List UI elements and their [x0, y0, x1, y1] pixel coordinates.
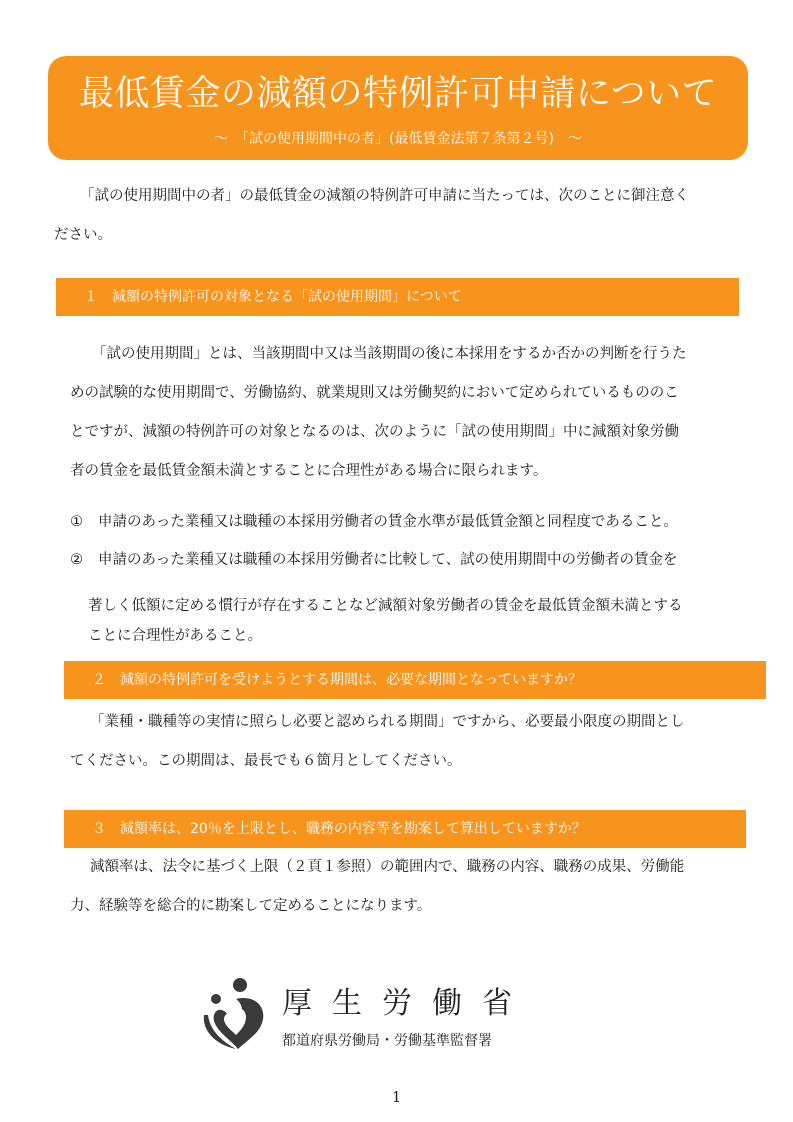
page-number: 1 — [391, 1088, 402, 1106]
intro-line: ださい。 — [54, 227, 112, 243]
section-2-line: 「業種・職種等の実情に照らし必要と認められる期間」ですから、必要最小限度の期間とし — [90, 714, 685, 730]
intro-paragraph — [56, 186, 746, 264]
list-item-continuation: 著しく低額に定める慣行が存在することなど減額対象労働者の賃金を最低賃金額未満とする — [88, 598, 683, 614]
section-1-line: めの試験的な使用期間で、労働協約、就業規則又は労働契約において定められているもののこ — [70, 385, 679, 401]
section-3-heading-text: ３ 減額率は、20％を上限とし、職務の内容等を勘案して算出していますか？ — [92, 821, 586, 837]
section-2-line: てください。この期間は、最長でも６箇月としてください。 — [70, 753, 462, 769]
mhlw-logo-icon — [200, 975, 272, 1051]
section-3-line: 力、経験等を総合的に勘案して定めることになります。 — [70, 898, 432, 914]
section-1-line: 者の賃金を最低賃金額未満とすることに合理性がある場合に限られます。 — [70, 463, 548, 479]
section-3-heading — [64, 810, 746, 848]
section-1-line: とですが、減額の特例許可の対象となるのは、次のように「試の使用期間」中に減額対象労働 — [70, 424, 679, 440]
section-2-heading — [64, 661, 766, 699]
page-title: 最低賃金の減額の特例許可申請について — [78, 74, 718, 114]
section-1-heading-text: １ 減額の特例許可の対象となる「試の使用期間」について — [84, 289, 462, 305]
section-2-paragraph — [56, 712, 746, 790]
section-1-line: 「試の使用期間」とは、当該期間中又は当該期間の後に本採用をするか否かの判断を行うた — [92, 346, 687, 362]
section-3-line: 減額率は、法令に基づく上限（２頁１参照）の範囲内で、職務の内容、職務の成果、労働能 — [90, 859, 685, 875]
section-1-heading — [56, 278, 739, 316]
section-1-paragraph — [56, 344, 746, 500]
list-item-text: 申請のあった業種又は職種の本採用労働者の賃金水準が最低賃金額と同程度であること。 — [98, 514, 678, 530]
list-number: ② — [70, 552, 83, 568]
list-item — [70, 548, 678, 569]
title-banner — [48, 56, 748, 160]
bureau-name: 都道府県労働局・労働基準監督署 — [282, 1033, 492, 1049]
ministry-name: 厚生労働省 — [282, 986, 532, 1021]
section-2-heading-text: ２ 減額の特例許可を受けようとする期間は、必要な期間となっていますか？ — [92, 672, 582, 688]
section-3-paragraph — [56, 857, 746, 935]
intro-line: 「試の使用期間中の者」の最低賃金の減額の特例許可申請に当たっては、次のことに御注意く — [80, 188, 689, 204]
page-subtitle: ～ 「試の使用期間中の者」(最低賃金法第７条第２号) ～ — [214, 131, 582, 147]
list-item-continuation: ことに合理性があること。 — [88, 628, 262, 644]
list-item-text: 申請のあった業種又は職種の本採用労働者に比較して、試の使用期間中の労働者の賃金を — [98, 552, 678, 568]
list-item — [70, 510, 678, 531]
list-number: ① — [70, 514, 83, 530]
